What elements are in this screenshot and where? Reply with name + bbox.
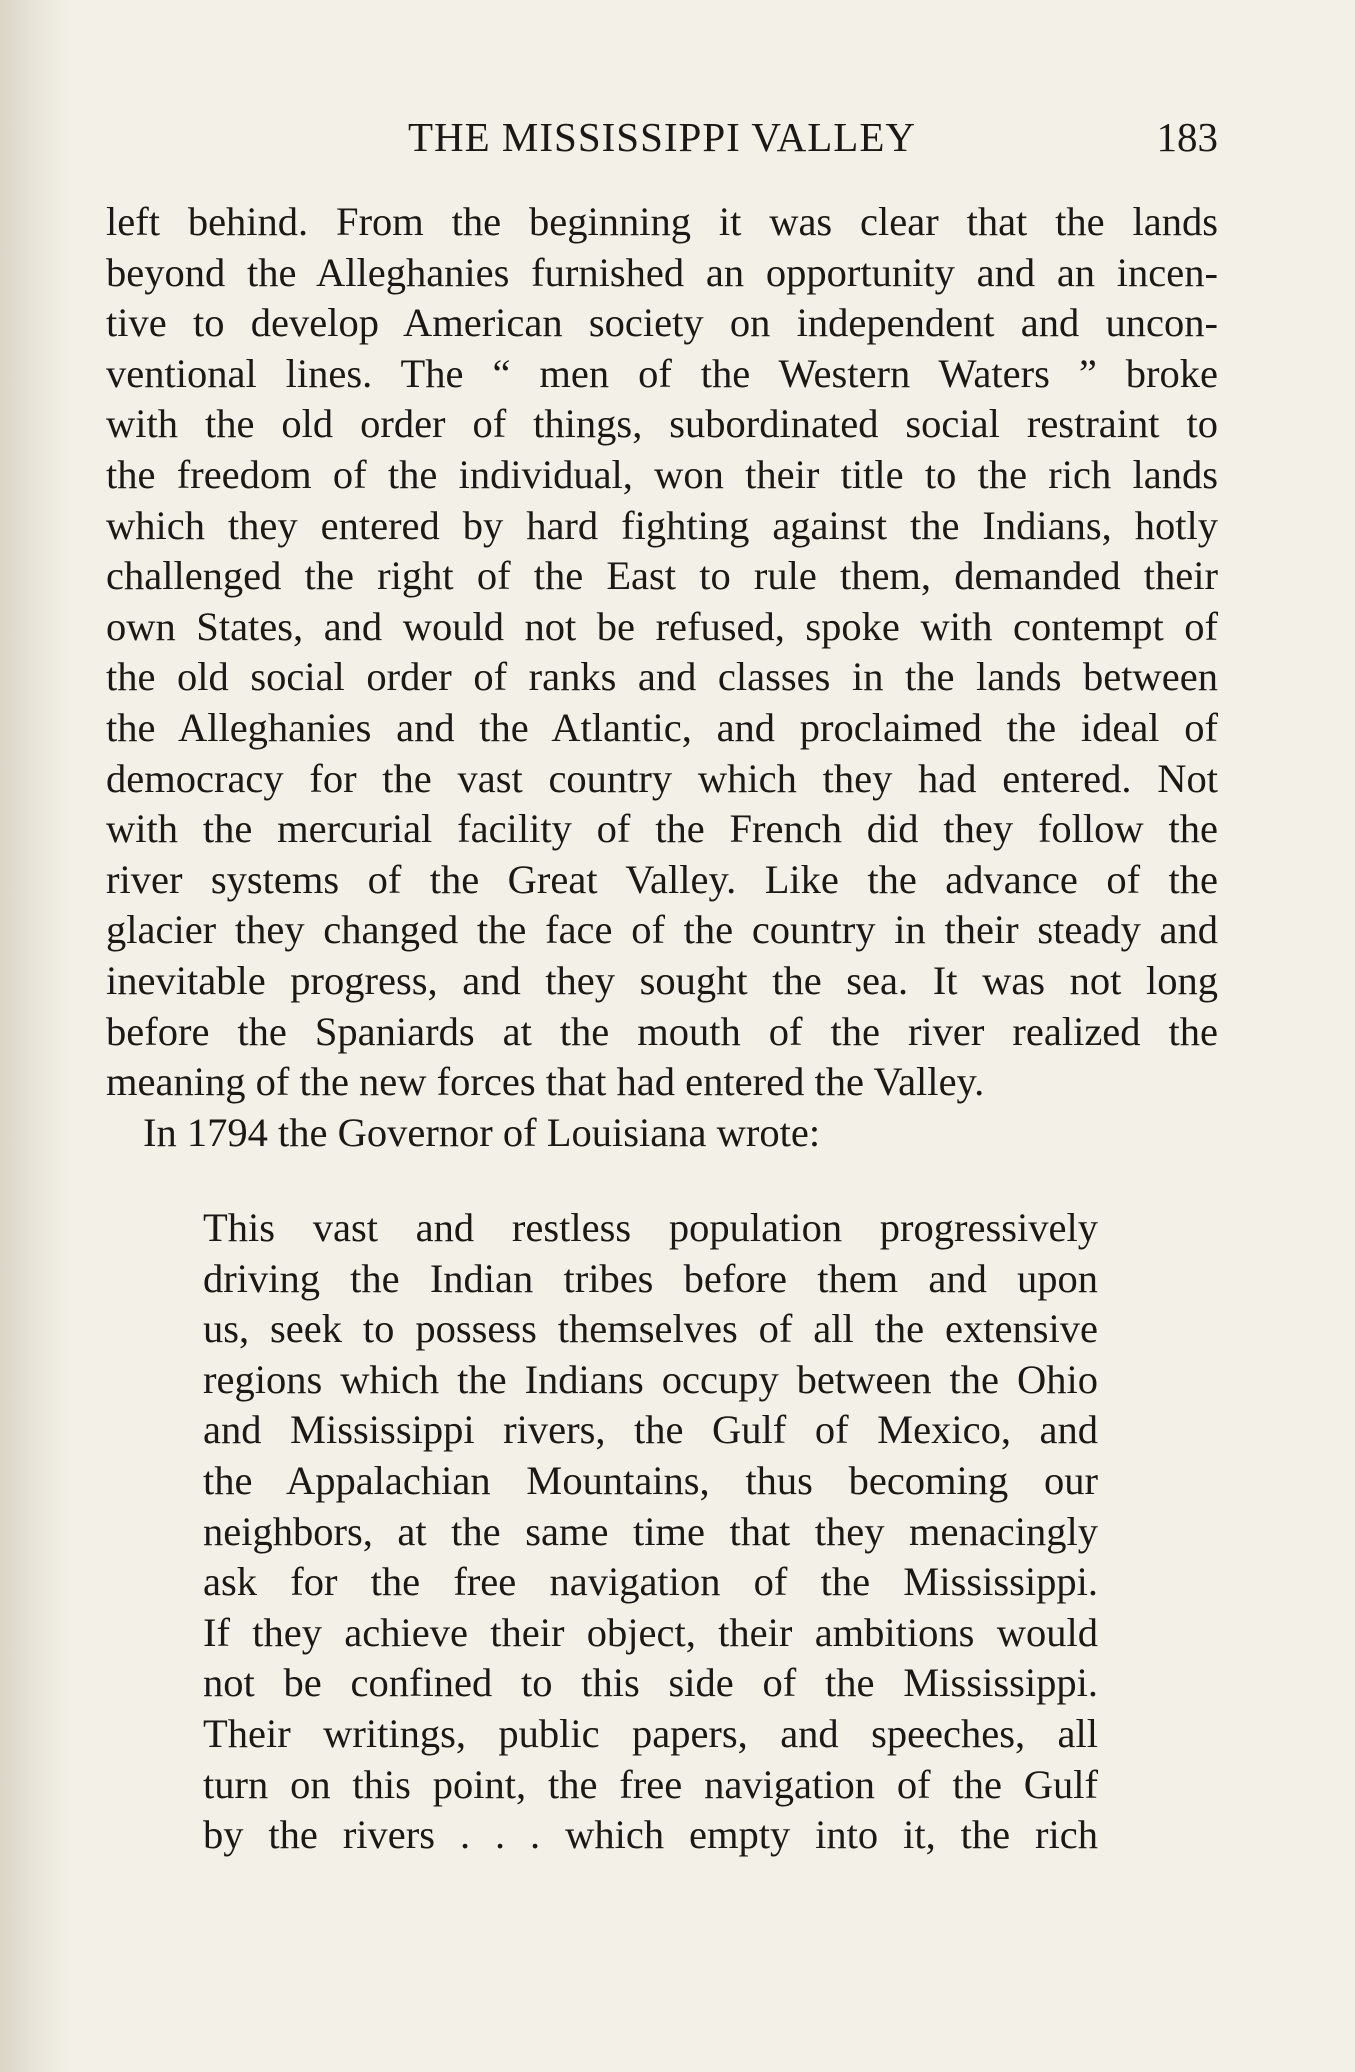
text-line: glacier they changed the face of the country in their steady and bbox=[106, 907, 1218, 953]
quote-line: not be confined to this side of the Mississippi. bbox=[203, 1660, 1098, 1706]
quote-line: This vast and restless population progressively bbox=[203, 1205, 1098, 1250]
quote-line: ask for the free navigation of the Mississippi. bbox=[203, 1559, 1098, 1605]
page-header bbox=[106, 112, 1218, 162]
quote-line: If they achieve their object, their ambitions would bbox=[203, 1609, 1098, 1655]
text-line: the freedom of the individual, won their title to the rich lands bbox=[106, 451, 1218, 497]
text-line: before the Spaniards at the mouth of the river realized the bbox=[106, 1008, 1218, 1054]
text-line: meaning of the new forces that had entered the Valley. bbox=[106, 1059, 985, 1105]
quote-line: and Mississippi rivers, the Gulf of Mexico, and bbox=[203, 1407, 1098, 1453]
text-line: river systems of the Great Valley. Like the advance of the bbox=[106, 856, 1218, 902]
intro-line: In 1794 the Governor of Louisiana wrote: bbox=[143, 1109, 821, 1155]
text-line: own States, and would not be refused, spoke with contempt of bbox=[106, 603, 1218, 649]
main-paragraph bbox=[106, 197, 1218, 1158]
quote-line: the Appalachian Mountains, thus becoming our bbox=[203, 1457, 1098, 1503]
text-line: the Alleghanies and the Atlantic, and proclaimed the ideal of bbox=[106, 704, 1218, 750]
text-line: with the old order of things, subordinated social restraint to bbox=[106, 401, 1218, 447]
quote-line: neighbors, at the same time that they menacingly bbox=[203, 1508, 1098, 1554]
quote-line: driving the Indian tribes before them and upon bbox=[203, 1255, 1098, 1301]
quote-line: Their writings, public papers, and speeches, all bbox=[203, 1710, 1098, 1756]
text-line: which they entered by hard fighting against the Indians, hotly bbox=[106, 502, 1218, 548]
quote-line: turn on this point, the free navigation of the Gulf bbox=[203, 1761, 1098, 1807]
running-head: THE MISSISSIPPI VALLEY bbox=[407, 114, 916, 160]
text-line: challenged the right of the East to rule them, demanded their bbox=[106, 553, 1218, 599]
quote-line: regions which the Indians occupy between the Ohio bbox=[203, 1356, 1098, 1402]
block-quote bbox=[203, 1203, 1098, 1861]
quote-line: us, seek to possess themselves of all the extensive bbox=[203, 1306, 1098, 1352]
text-line: democracy for the vast country which they had entered. Not bbox=[106, 755, 1218, 801]
text-line: left behind. From the beginning it was clear that the lands bbox=[106, 199, 1218, 244]
text-line: the old social order of ranks and classes in the lands between bbox=[106, 654, 1218, 700]
page-number: 183 bbox=[1156, 114, 1218, 160]
text-line: beyond the Alleghanies furnished an opportunity and an incen- bbox=[106, 249, 1218, 295]
text-line: tive to develop American society on independent and uncon- bbox=[106, 300, 1218, 346]
text-line: inevitable progress, and they sought the sea. It was not long bbox=[106, 957, 1218, 1003]
binding-gutter-shadow bbox=[0, 0, 70, 2072]
quote-line: by the rivers . . . which empty into it, the rich bbox=[203, 1812, 1098, 1858]
text-line: ventional lines. The “ men of the Western Waters ” broke bbox=[106, 350, 1218, 396]
text-line: with the mercurial facility of the French did they follow the bbox=[106, 806, 1218, 852]
